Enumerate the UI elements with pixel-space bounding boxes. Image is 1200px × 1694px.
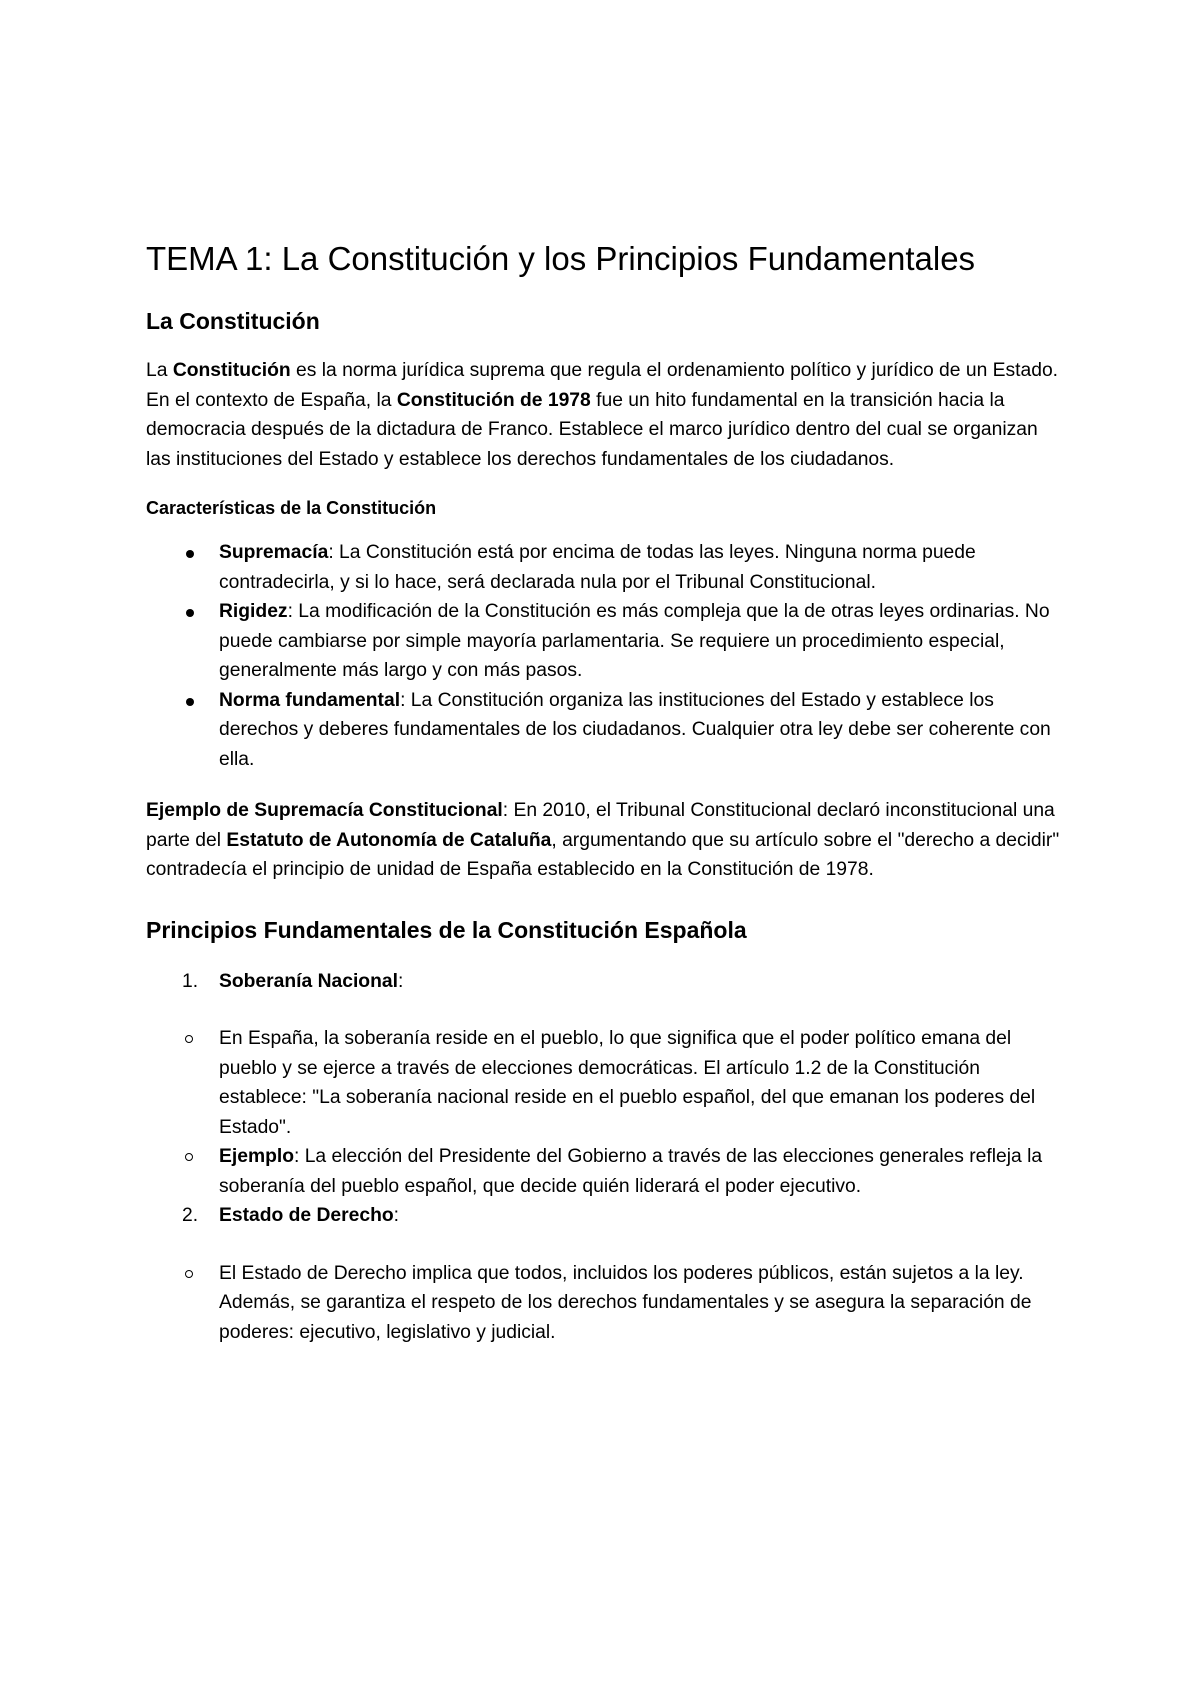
sub-list-item <box>219 1024 1066 1142</box>
circle-bullet-icon <box>185 1153 193 1161</box>
characteristic-term: Norma fundamental <box>219 689 401 711</box>
intro-text-3: fue un hito fundamental en la transición hacia la democracia después de la dictadura de Franco. Establece el marco jurídico dentro del cual se organizan las instituciones del Estado y establece los derechos fundamentales de los ciudadanos. <box>146 389 1038 470</box>
intro-text-2: es la norma jurídica suprema que regula el ordenamiento político y jurídico de un Estado. En el contexto de España, la <box>146 360 1059 411</box>
intro-text-1: La <box>146 360 173 381</box>
intro-bold-1: Constitución <box>172 360 291 381</box>
sub-list-item <box>219 1142 1066 1201</box>
circle-bullet-icon <box>185 1270 193 1278</box>
bullet-icon <box>186 698 194 706</box>
list-item <box>146 538 1066 597</box>
characteristics-list <box>146 538 1066 774</box>
section-heading-principios: Principios Fundamentales de la Constitución Española <box>146 916 747 943</box>
example-bold-2: Estatuto de Autonomía de Cataluña <box>226 829 552 851</box>
characteristic-text: : La Constitución está por encima de todas las leyes. Ninguna norma puede contradecirla, y si lo hace, será declarada nula por el Tribunal Constitucional. <box>219 542 976 593</box>
intro-paragraph <box>146 356 1066 474</box>
list-item <box>146 967 1066 1202</box>
sub-item-text: : La elección del Presidente del Gobierno a través de las elecciones generales refleja la soberanía del pueblo español, que decide quién liderará el poder ejecutivo. <box>219 1146 1043 1197</box>
principle-colon: : <box>393 1205 400 1226</box>
sub-item-text: En España, la soberanía reside en el pueblo, lo que significa que el poder político emana del pueblo y se ejerce a través de elecciones democráticas. El artículo 1.2 de la Constitución establece: "La soberanía nacional reside en el pueblo español, del que emanan los poderes del Estado". <box>219 1028 1036 1138</box>
list-item <box>146 1201 1066 1347</box>
circle-bullet-icon <box>185 1035 193 1043</box>
characteristic-term: Supremacía <box>219 542 329 563</box>
example-text-1: : En 2010, el Tribunal Constitucional declaró inconstitucional una parte del <box>146 800 1055 851</box>
characteristic-text: : La modificación de la Constitución es más compleja que la de otras leyes ordinarias. No puede cambiarse por simple mayoría parlamentaria. Se requiere un procedimiento especial, generalmente más largo y con más pasos. <box>219 601 1050 681</box>
document-page <box>146 236 1066 1347</box>
principle-term: Estado de Derecho <box>219 1205 394 1226</box>
principles-list <box>146 967 1066 1348</box>
principle-colon: : <box>397 970 404 992</box>
bullet-icon <box>186 550 194 558</box>
sub-list <box>146 1024 1066 1201</box>
sub-list <box>146 1259 1066 1348</box>
list-item <box>146 597 1066 686</box>
section-heading-constitucion: La Constitución <box>146 308 320 334</box>
intro-bold-2: Constitución de 1978 <box>396 389 591 411</box>
example-bold-1: Ejemplo de Supremacía Constitucional <box>146 800 503 821</box>
sub-item-text: El Estado de Derecho implica que todos, incluidos los poderes públicos, están sujetos a la ley. Además, se garantiza el respeto de los derechos fundamentales y se asegura la separación de poderes: ejecutivo, legislativo y judicial. <box>219 1262 1032 1343</box>
characteristic-term: Rigidez <box>219 601 288 622</box>
list-number: 1. <box>182 970 199 992</box>
list-number: 2. <box>182 1205 199 1226</box>
principle-term: Soberanía Nacional <box>219 970 398 992</box>
example-paragraph <box>146 796 1066 885</box>
characteristic-text: : La Constitución organiza las instituciones del Estado y establece los derechos y deberes fundamentales de los ciudadanos. Cualquier otra ley debe ser coherente con ella. <box>219 689 1051 770</box>
bullet-icon <box>186 609 194 617</box>
characteristics-heading: Características de la Constitución <box>146 498 437 518</box>
example-text-2: , argumentando que su artículo sobre el "derecho a decidir" contradecía el principio de unidad de España establecido en la Constitución de 1978. <box>146 829 1060 880</box>
sub-list-item <box>219 1259 1066 1348</box>
document-title: TEMA 1: La Constitución y los Principios Fundamentales <box>146 240 976 277</box>
list-item <box>146 686 1066 775</box>
sub-item-bold: Ejemplo <box>219 1146 294 1167</box>
